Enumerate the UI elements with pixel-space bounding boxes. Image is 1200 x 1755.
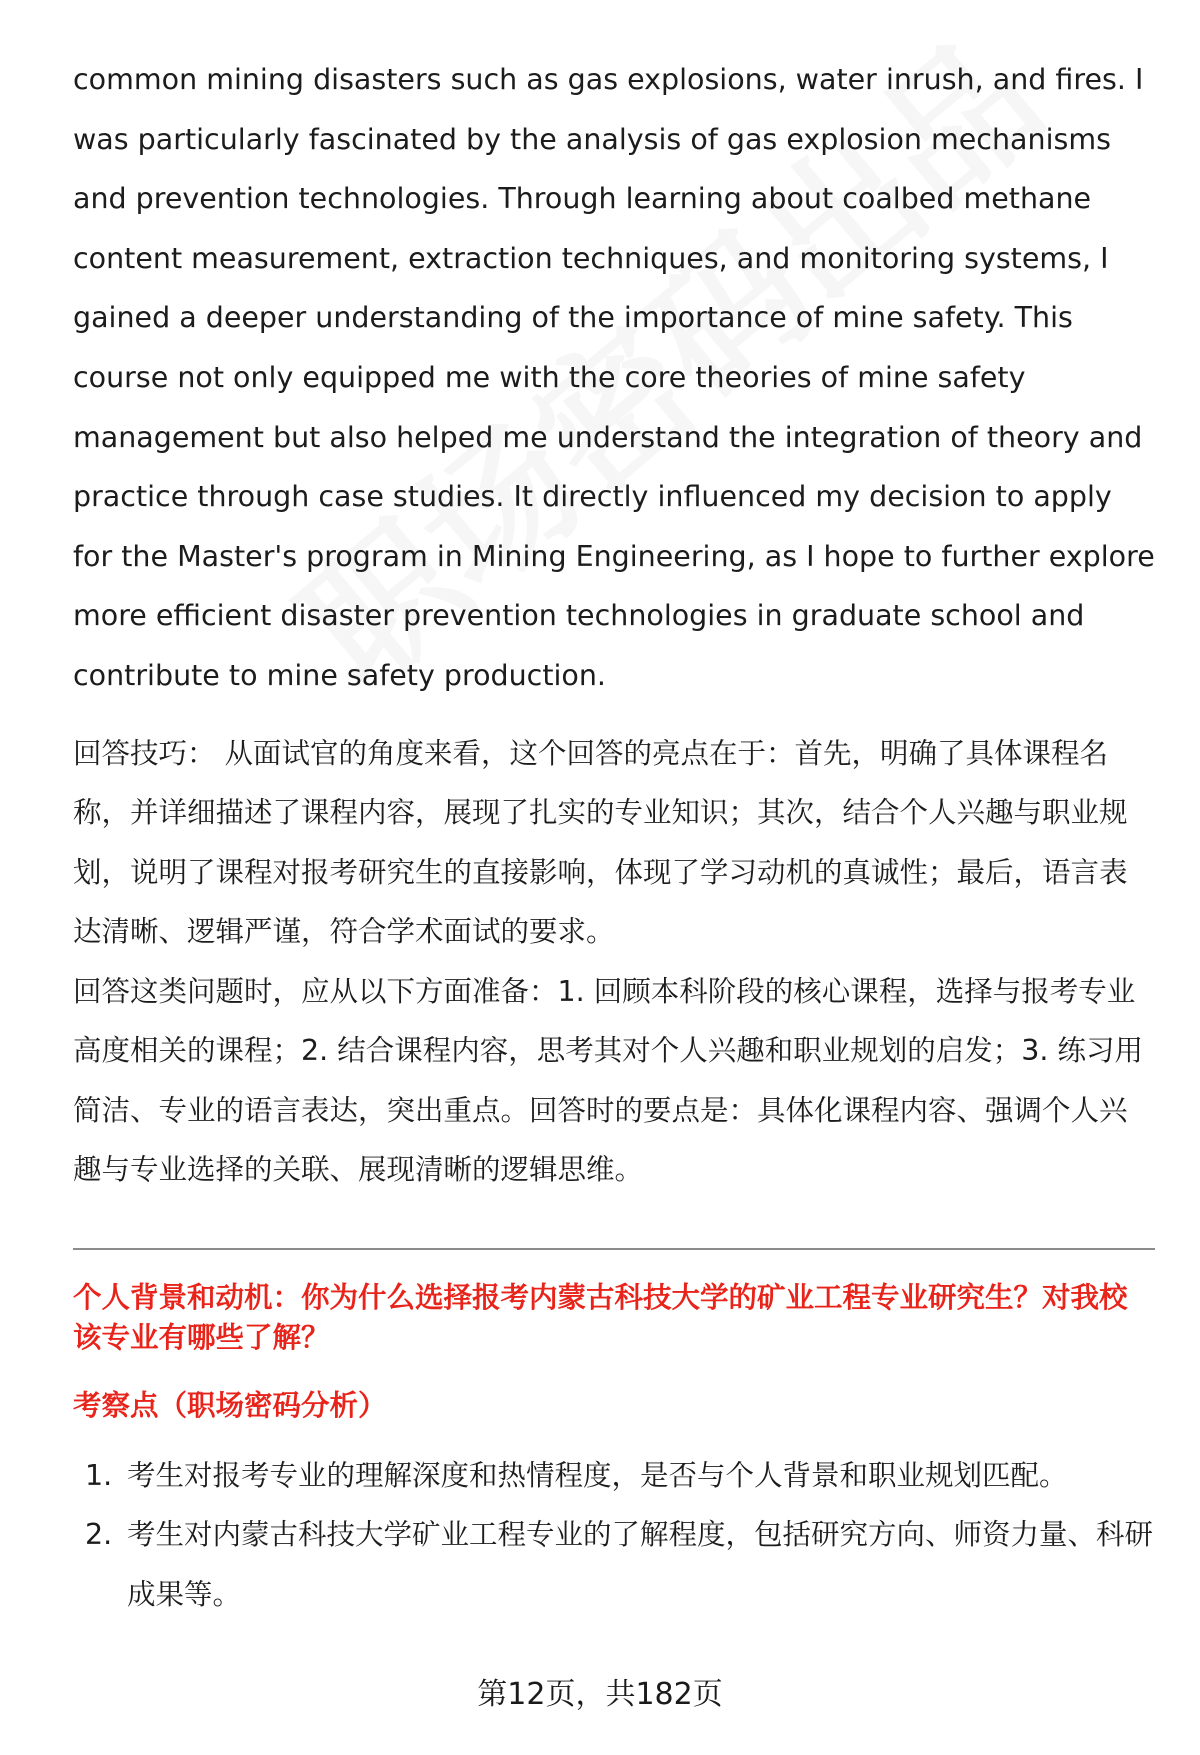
list-item-number: 1. <box>85 1458 113 1492</box>
preparation-paragraph: 回答这类问题时，应从以下方面准备：1. 回顾本科阶段的核心课程，选择与报考专业高度相关的课程；2. 结合课程内容，思考其对个人兴趣和职业规划的启发；3. 练习用简洁、专业的语言表达，突出重点。回答时的要点是：具体化课程内容、强调个人兴趣与专业选择的关联、展现清晰的逻辑思维。 <box>73 974 1144 1187</box>
list-item <box>73 1505 1155 1624</box>
page-number-footer: 第12页，共182页 <box>477 1677 723 1712</box>
answer-tips-block <box>73 724 1155 1200</box>
assessment-title: 考察点（职场密码分析） <box>73 1388 387 1422</box>
question-heading: 个人背景和动机：你为什么选择报考内蒙古科技大学的矿业工程专业研究生？对我校该专业有哪些了解？ <box>73 1280 1128 1354</box>
list-item-number: 2. <box>85 1518 113 1552</box>
list-item-text: 考生对内蒙古科技大学矿业工程专业的了解程度，包括研究方向、师资力量、科研成果等。 <box>127 1518 1154 1611</box>
document-page <box>73 50 1155 1624</box>
answer-tips-paragraph: 回答技巧： 从面试官的角度来看，这个回答的亮点在于：首先，明确了具体课程名称，并详细描述了课程内容，展现了扎实的专业知识；其次，结合个人兴趣与职业规划，说明了课程对报考研究生的直接影响，体现了学习动机的真诚性；最后，语言表达清晰、逻辑严谨，符合学术面试的要求。 <box>73 736 1128 949</box>
section-divider <box>73 1248 1155 1250</box>
assessment-list <box>73 1446 1155 1625</box>
english-answer-paragraph: common mining disasters such as gas explosions, water inrush, and fires. I was particularly fascinated by the analysis of gas explosion mechanisms and prevention technologies. Through learning about coalbed methane content measurement, extraction techniques, and monitoring systems, I gained a deeper understanding of the importance of mine safety. This course not only equipped me with the core theories of mine safety management but also helped me understand the integration of theory and practice through case studies. It directly influenced my decision to apply for the Master's program in Mining Engineering, as I hope to further explore more efficient disaster prevention technologies in graduate school and contribute to mine safety production. <box>73 63 1155 692</box>
list-item-text: 考生对报考专业的理解深度和热情程度，是否与个人背景和职业规划匹配。 <box>127 1458 1068 1492</box>
list-item <box>73 1446 1155 1506</box>
